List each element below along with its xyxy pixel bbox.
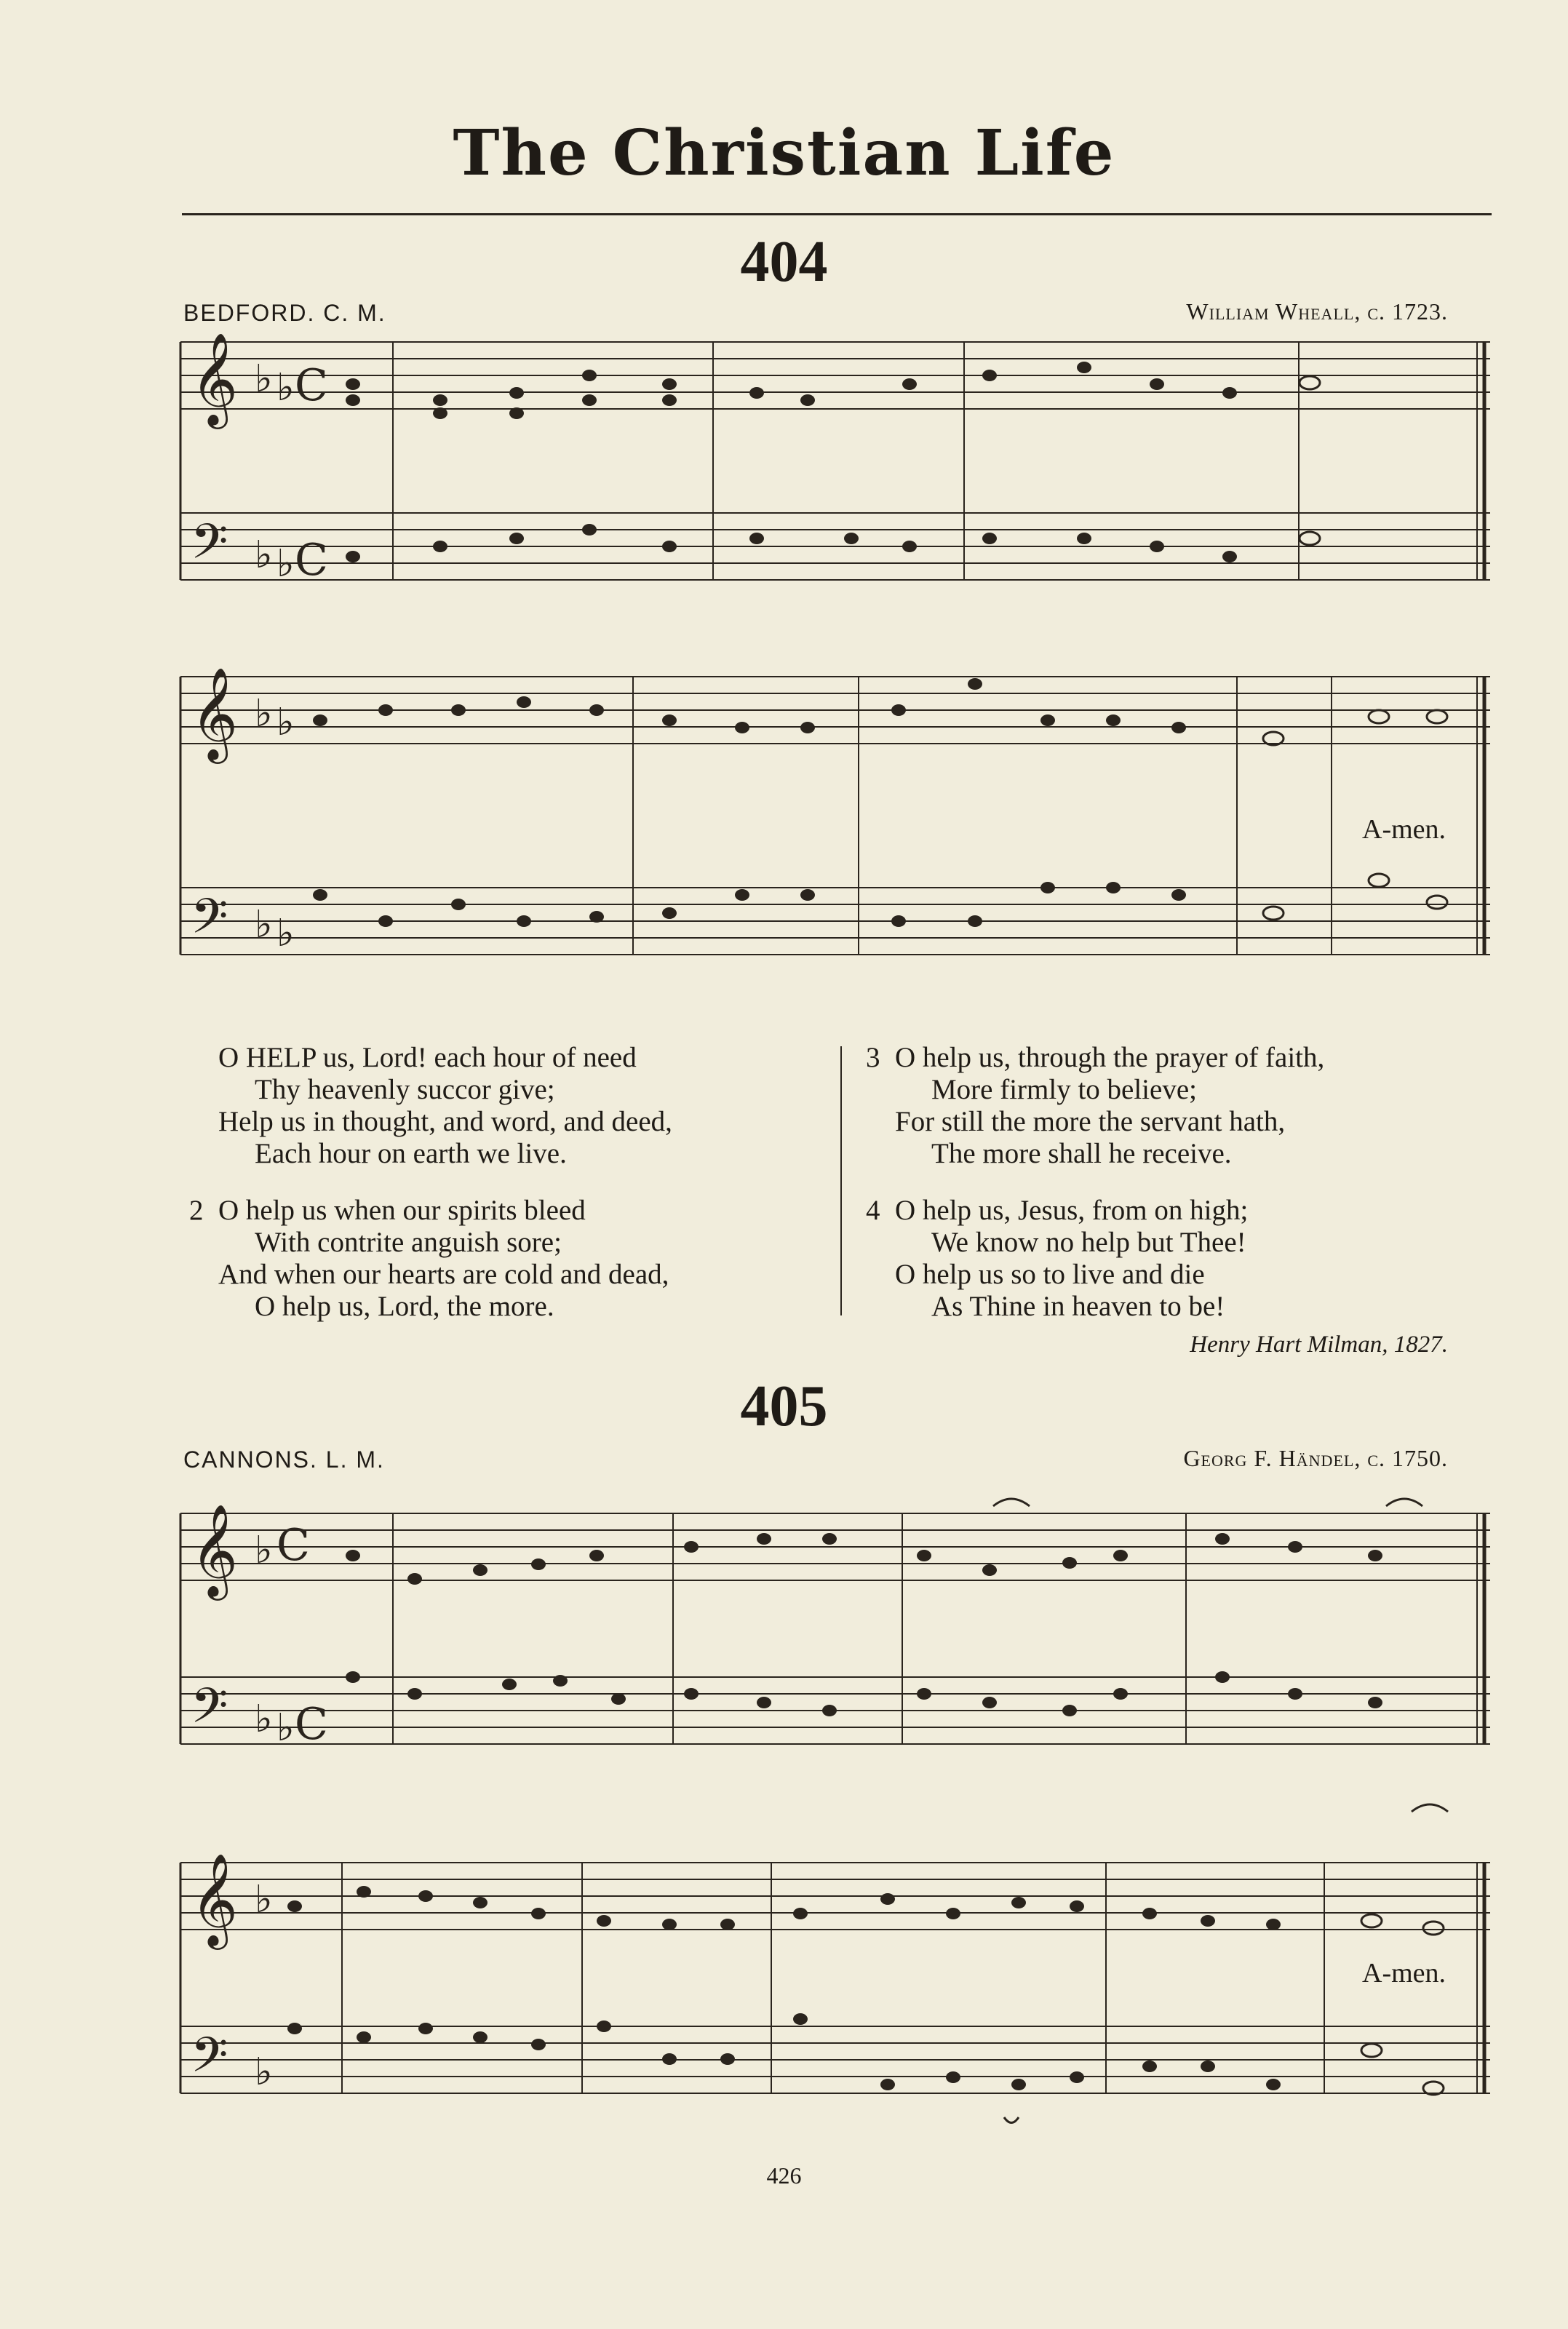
- verse-4: [866, 1195, 1550, 1323]
- page-number: 426: [766, 2162, 802, 2189]
- verse-4-line-3: O help us so to live and die: [895, 1259, 1205, 1290]
- svg-text:♭: ♭: [255, 2050, 273, 2094]
- verse-4-line-2: We know no help but Thee!: [931, 1227, 1246, 1258]
- hymn-404-number: 404: [740, 230, 828, 294]
- svg-text:𝄞: 𝄞: [191, 332, 239, 425]
- verse-3-line-4: The more shall he receive.: [931, 1138, 1232, 1169]
- svg-text:𝄞: 𝄞: [191, 1503, 239, 1596]
- hymn-405-amen: A-men.: [1362, 1958, 1446, 1988]
- verse-1-line-1: O HELP us, Lord! each hour of need: [218, 1042, 637, 1073]
- svg-text:𝄞: 𝄞: [191, 1852, 239, 1946]
- hymn-405-tune: CANNONS. L. M.: [183, 1446, 385, 1473]
- hymn-404-amen: A-men.: [1362, 814, 1446, 845]
- svg-text:♭: ♭: [276, 912, 295, 955]
- svg-text:♭: ♭: [255, 1878, 273, 1922]
- verse-1-line-4: Each hour on earth we live.: [255, 1138, 567, 1169]
- verse-2-line-1: O help us when our spirits bleed: [218, 1195, 586, 1226]
- verse-2-line-3: And when our hearts are cold and dead,: [218, 1259, 669, 1290]
- verse-3: [866, 1042, 1550, 1170]
- verse-2: [189, 1195, 873, 1323]
- hymn-405-score: [175, 1484, 1503, 2154]
- svg-text:𝄢: 𝄢: [191, 888, 228, 956]
- svg-text:♭: ♭: [276, 1706, 295, 1750]
- svg-text:♭: ♭: [255, 533, 273, 577]
- verse-4-number: 4: [866, 1195, 880, 1226]
- verse-2-line-2: With contrite anguish sore;: [255, 1227, 562, 1258]
- verse-1-line-3: Help us in thought, and word, and deed,: [218, 1106, 672, 1137]
- section-title: The Christian Life: [453, 116, 1115, 190]
- svg-text:♭: ♭: [276, 366, 295, 410]
- svg-text:𝄞: 𝄞: [191, 666, 239, 760]
- verse-3-line-2: More firmly to believe;: [931, 1074, 1197, 1105]
- svg-text:♭: ♭: [255, 1697, 273, 1741]
- svg-text:♭: ♭: [276, 542, 295, 586]
- hymn-404-tune: BEDFORD. C. M.: [183, 300, 386, 326]
- hymn-404-author: Henry Hart Milman, 1827.: [1190, 1331, 1448, 1358]
- verse-2-line-4: O help us, Lord, the more.: [255, 1291, 554, 1322]
- svg-text:𝄢: 𝄢: [191, 514, 228, 581]
- verse-1-line-2: Thy heavenly succor give;: [255, 1074, 555, 1105]
- verse-4-line-4: As Thine in heaven to be!: [931, 1291, 1225, 1322]
- svg-text:C: C: [276, 1520, 310, 1571]
- verse-3-number: 3: [866, 1042, 880, 1073]
- svg-text:♭: ♭: [255, 692, 273, 736]
- hymn-405-composer: Georg F. Händel, c. 1750.: [1183, 1445, 1448, 1471]
- verse-1: [218, 1042, 873, 1170]
- svg-text:C: C: [295, 1699, 328, 1750]
- verse-4-line-1: O help us, Jesus, from on high;: [895, 1195, 1249, 1226]
- title-rule: [182, 213, 1492, 215]
- hymn-405-number: 405: [740, 1374, 828, 1438]
- svg-text:𝄢: 𝄢: [191, 1678, 228, 1745]
- hymn-404-score: [175, 320, 1503, 975]
- svg-text:♭: ♭: [255, 1529, 273, 1572]
- verse-3-line-3: For still the more the servant hath,: [895, 1106, 1286, 1137]
- verse-2-number: 2: [189, 1195, 204, 1226]
- svg-text:C: C: [295, 535, 328, 586]
- svg-text:♭: ♭: [255, 357, 273, 401]
- hymn-404-composer: William Wheall, c. 1723.: [1186, 298, 1448, 325]
- verse-3-line-1: O help us, through the prayer of faith,: [895, 1042, 1325, 1073]
- verse-column-divider: [840, 1046, 842, 1315]
- svg-text:♭: ♭: [255, 903, 273, 947]
- svg-text:𝄢: 𝄢: [191, 2027, 228, 2095]
- svg-text:C: C: [295, 360, 328, 411]
- svg-text:♭: ♭: [276, 701, 295, 744]
